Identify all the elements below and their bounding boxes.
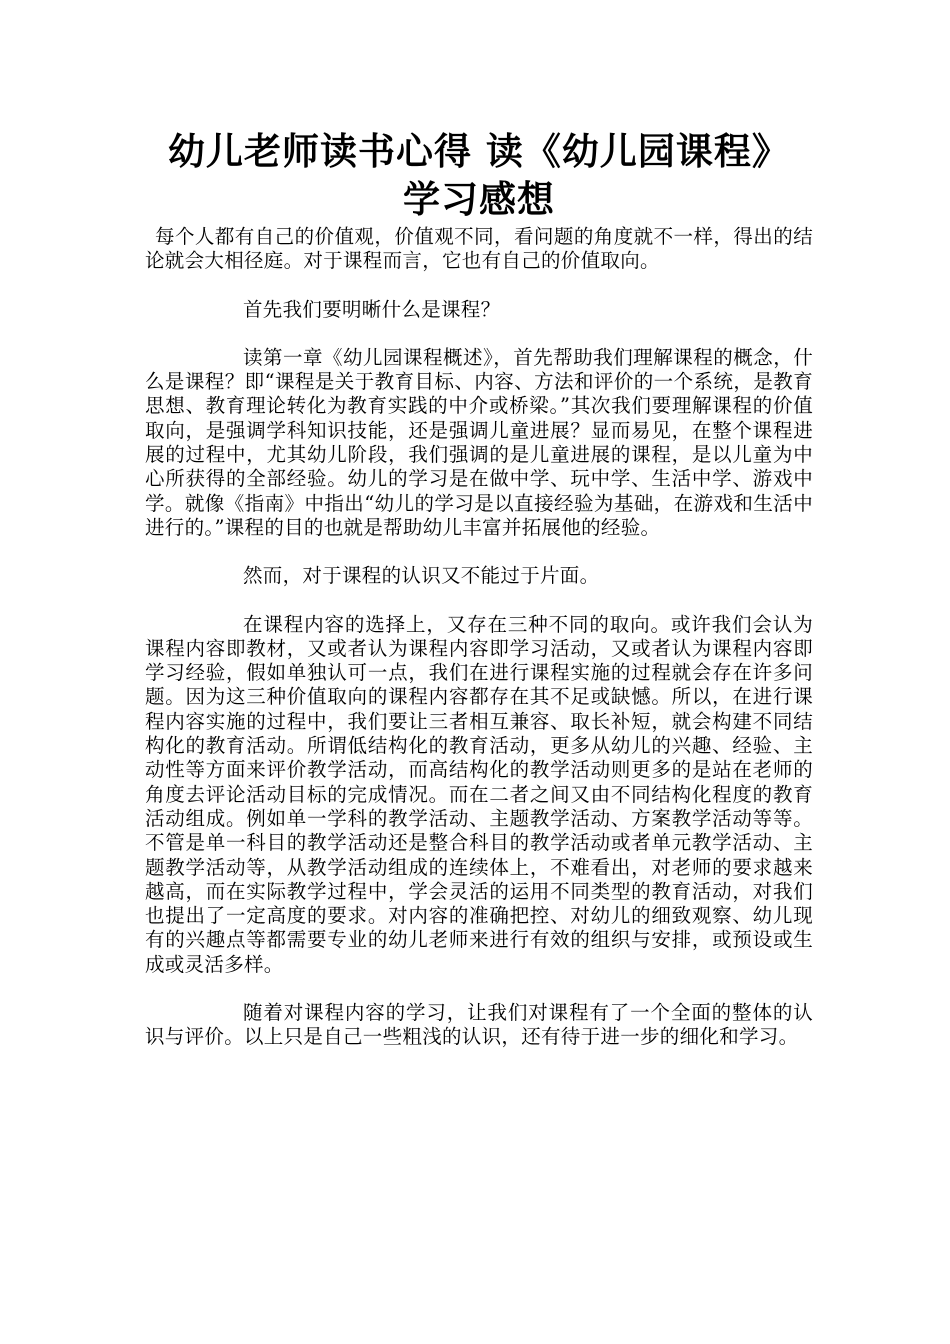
paragraph-content-selection: 在课程内容的选择上，又存在三种不同的取向。或许我们会认为课程内容即教材，又或者认为课程内容即学习活动，又或者认为课程内容即学习经验，假如单独认可一点，我们在进行课程实施的过程就会存在许多问题。因为这三种价值取向的课程内容都存在其不足或缺憾。所以，在进行课程内容实施的过程中，我们要让三者相互兼容、取长补短，就会构建不同结构化的教育活动。所谓低结构化的教育活动，更多从幼儿的兴趣、经验、主动性等方面来评价教学活动，而高结构化的教学活动则更多的是站在老师的角度去评论活动目标的完成情况。而在二者之间又由不同结构化程度的教育活动组成。例如单一学科的教学活动、主题教学活动、方案教学活动等等。不管是单一科目的教学活动还是整合科目的教学活动或者单元教学活动、主题教学活动等，从教学活动组成的连续体上，不难看出，对老师的要求越来越高，而在实际教学过程中，学会灵活的运用不同类型的教育活动，对我们也提出了一定高度的要求。对内容的准确把控、对幼儿的细致观察、幼儿现有的兴趣点等都需要专业的幼儿老师来进行有效的组织与安排，或预设或生成或灵活多样。 [145, 612, 813, 976]
document-title [145, 128, 813, 224]
paragraph-chapter-one: 读第一章《幼儿园课程概述》，首先帮助我们理解课程的概念，什么是课程？即“课程是关于教育目标、内容、方法和评价的一个系统，是教育思想、教育理论转化为教育实践的中介或桥梁。”其次我们要理解课程的价值取向，是强调学科知识技能，还是强调儿童进展？显而易见，在整个课程进展的过程中，尤其幼儿阶段，我们强调的是儿童进展的课程，是以儿童为中心所获得的全部经验。幼儿的学习是在做中学、玩中学、生活中学、游戏中学。就像《指南》中指出“幼儿的学习是以直接经验为基础，在游戏和生活中进行的。”课程的目的也就是帮助幼儿丰富并拓展他的经验。 [145, 345, 813, 539]
paragraph-caution: 然而，对于课程的认识又不能过于片面。 [243, 564, 600, 588]
paragraph-conclusion: 随着对课程内容的学习，让我们对课程有了一个全面的整体的认识与评价。以上只是自己一些粗浅的认识，还有待于进一步的细化和学习。 [145, 1001, 813, 1049]
paragraph-intro: 每个人都有自己的价值观，价值观不同，看问题的角度就不一样，得出的结论就会大相径庭。对于课程而言，它也有自己的价值取向。 [145, 225, 813, 273]
document-page [145, 128, 813, 1050]
title-line-1: 幼儿老师读书心得 读《幼儿园课程》 [168, 130, 790, 173]
paragraph-question: 首先我们要明晰什么是课程？ [243, 297, 501, 321]
title-line-2: 学习感想 [403, 178, 555, 221]
